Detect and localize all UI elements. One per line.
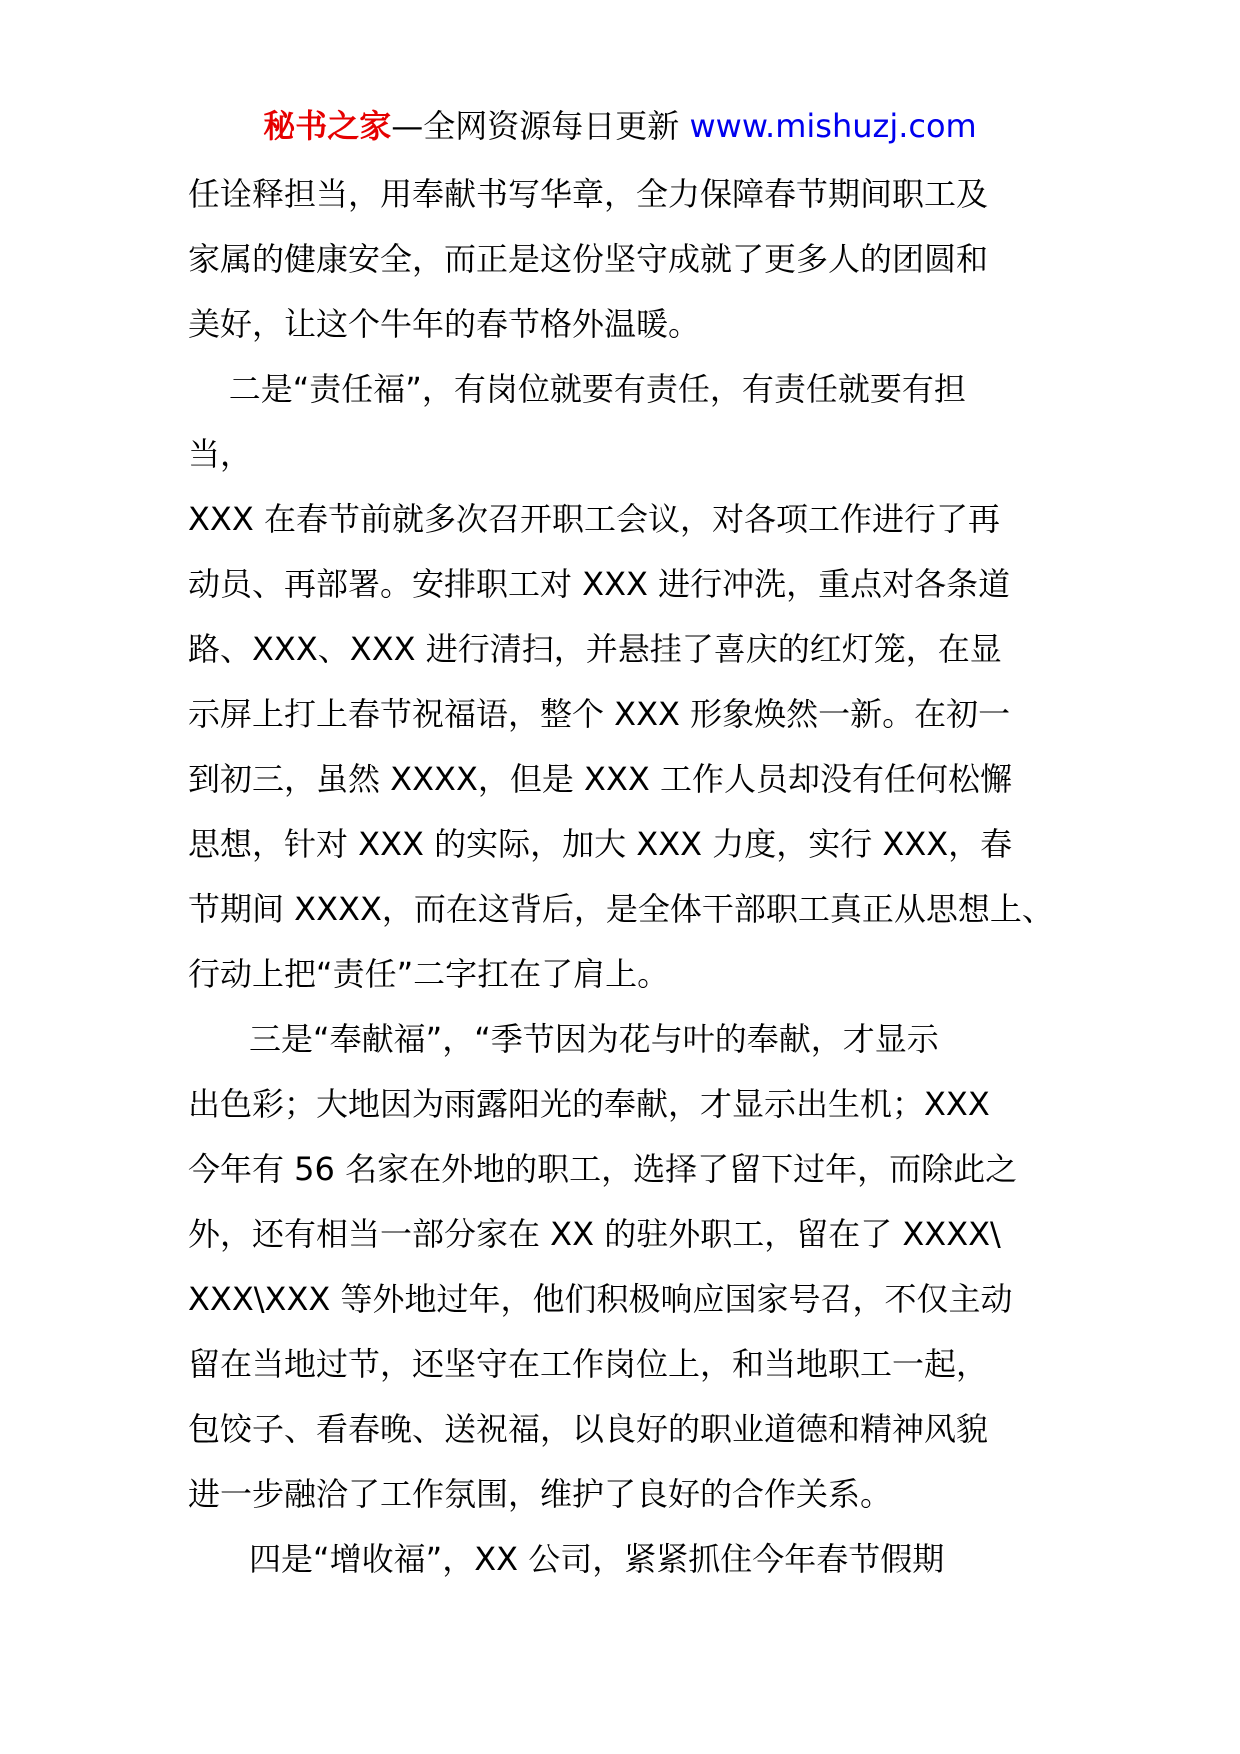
- site-brand: 秘书之家: [263, 107, 392, 145]
- text-line: 进一步融洽了工作氛围，维护了良好的合作关系。: [188, 1475, 893, 1513]
- text-line: 今年有 56 名家在外地的职工，选择了留下过年，而除此之: [188, 1150, 1018, 1188]
- site-url-link[interactable]: www.mishuzj.com: [689, 107, 977, 145]
- document-body: [188, 162, 1068, 1592]
- text-line: 美好，让这个牛年的春节格外温暖。: [188, 305, 701, 343]
- text-line: XXX 在春节前就多次召开职工会议，对各项工作进行了再: [188, 500, 1000, 538]
- text-line: 当，: [188, 435, 253, 473]
- text-line: 节期间 XXXX，而在这背后，是全体干部职工真正从思想上、: [188, 890, 1054, 928]
- text-line: 行动上把“责任”二字扛在了肩上。: [188, 955, 670, 993]
- text-line: 动员、再部署。安排职工对 XXX 进行冲洗，重点对各条道: [188, 565, 1011, 603]
- text-line: 示屏上打上春节祝福语，整个 XXX 形象焕然一新。在初一: [188, 695, 1011, 733]
- text-line: 外，还有相当一部分家在 XX 的驻外职工，留在了 XXXX\: [188, 1215, 1001, 1253]
- text-line: 家属的健康安全，而正是这份坚守成就了更多人的团圆和: [188, 240, 989, 278]
- text-line: 包饺子、看春晚、送祝福，以良好的职业道德和精神风貌: [188, 1410, 989, 1448]
- text-line: 路、XXX、XXX 进行清扫，并悬挂了喜庆的红灯笼，在显: [188, 630, 1002, 668]
- text-line: 出色彩；大地因为雨露阳光的奉献，才显示出生机；XXX: [188, 1085, 990, 1123]
- text-line: 留在当地过节，还坚守在工作岗位上，和当地职工一起，: [188, 1345, 989, 1383]
- text-line: 到初三，虽然 XXXX，但是 XXX 工作人员却没有任何松懈: [188, 760, 1012, 798]
- text-line: XXX\XXX 等外地过年，他们积极响应国家号召，不仅主动: [188, 1280, 1013, 1318]
- text-line: 三是“奉献福”，“季节因为花与叶的奉献，才显示: [188, 1020, 939, 1058]
- text-line: 二是“责任福”，有岗位就要有责任，有责任就要有担: [188, 370, 966, 408]
- site-header: [0, 104, 1240, 148]
- site-tagline: —全网资源每日更新: [391, 107, 690, 145]
- text-line: 四是“增收福”，XX 公司，紧紧抓住今年春节假期: [188, 1540, 945, 1578]
- text-line: 任诠释担当，用奉献书写华章，全力保障春节期间职工及: [188, 175, 989, 213]
- text-line: 思想，针对 XXX 的实际，加大 XXX 力度，实行 XXX，春: [188, 825, 1013, 863]
